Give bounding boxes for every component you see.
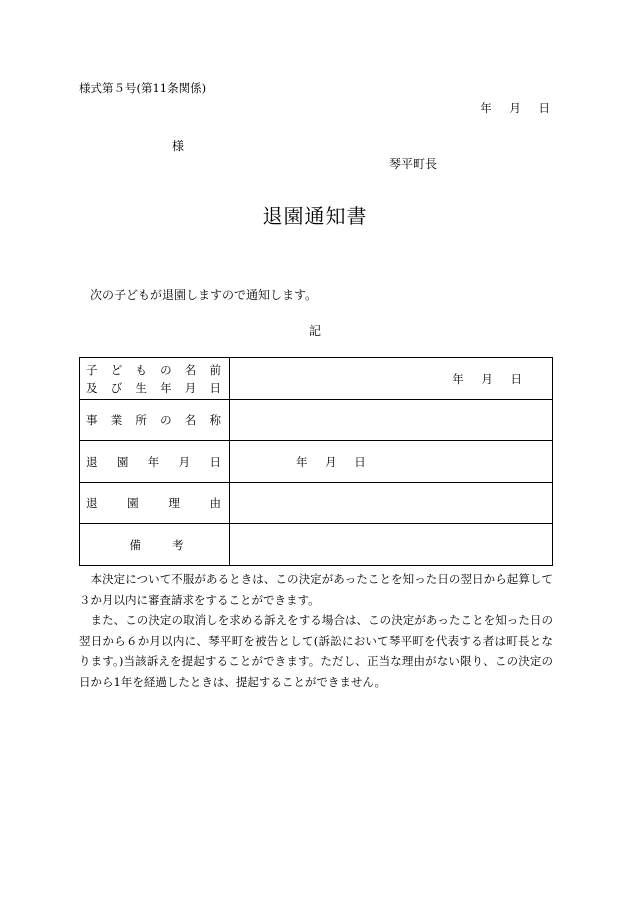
notes-section (79, 569, 553, 692)
withdrawal-date-label (80, 441, 230, 483)
label-line (80, 537, 229, 553)
label-char: 月 (184, 380, 197, 395)
label-char: 所 (135, 413, 147, 427)
child-name-birth-value[interactable] (230, 358, 553, 400)
label-line-1 (80, 361, 229, 379)
child-name-birth-label (80, 358, 230, 400)
label-char: 退 (86, 496, 98, 510)
table-row (80, 441, 553, 483)
issue-date: 年 月 日 (480, 101, 550, 115)
remarks-label (80, 524, 230, 566)
label-char: 月 (178, 454, 191, 469)
appeal-notice: 本決定について不服があるときは、この決定があったことを知った日の翌日から起算して３か月以内に審査請求をすることができます。 (79, 572, 553, 607)
label-char: 備 (129, 537, 141, 552)
birth-date-placeholder: 年 月 日 (452, 371, 522, 386)
label-char: び (110, 380, 123, 395)
label-char: 生 (135, 380, 147, 395)
label-char: 日 (209, 380, 221, 395)
withdrawal-reason-label (80, 483, 230, 524)
label-char: 年 (160, 380, 172, 395)
label-char: 考 (172, 537, 184, 552)
table-row (80, 358, 553, 400)
label-char: 名 (184, 362, 197, 377)
label-line (80, 411, 229, 429)
remarks-value[interactable] (230, 524, 553, 566)
withdrawal-reason-value[interactable] (230, 483, 553, 524)
notice-table (79, 357, 553, 566)
addressee-suffix: 様 (172, 139, 185, 153)
label-char: 園 (127, 496, 139, 510)
withdrawal-date-value[interactable] (230, 441, 553, 483)
form-number: 様式第５号(第11条関係) (79, 81, 207, 95)
label-char: 名 (184, 413, 197, 427)
table-row (80, 400, 553, 441)
label-char: 子 (86, 362, 98, 377)
lawsuit-notice: また、この決定の取消しを求める訴えをする場合は、この決定があったことを知った日の翌日から６か月以内に、琴平町を被告として(訴訟において琴平町を代表する者は町長となります。)当該訴えを提起することができます。ただし、正当な理由がない限り、この決定の日から1年を経過したときは、提起することができません。 (79, 613, 553, 689)
label-char: も (135, 362, 147, 377)
label-line-2 (80, 379, 229, 397)
label-char: 年 (147, 454, 160, 469)
label-char: の (160, 362, 172, 377)
label-char: 及 (86, 380, 98, 395)
label-char: 理 (168, 496, 180, 510)
label-char: 由 (209, 496, 221, 510)
facility-name-value[interactable] (230, 400, 553, 441)
table-row (80, 524, 553, 566)
label-char: 事 (86, 413, 98, 427)
label-char: 称 (209, 413, 221, 427)
table-row (80, 483, 553, 524)
label-line (80, 453, 229, 471)
label-char: 前 (209, 362, 221, 377)
label-char: 日 (209, 454, 221, 469)
label-char: 退 (86, 454, 98, 469)
label-char: 園 (116, 454, 129, 469)
label-char: ど (110, 362, 123, 377)
label-char: 業 (110, 413, 123, 427)
facility-name-label (80, 400, 230, 441)
intro-text: 次の子どもが退園しますので通知します。 (90, 288, 318, 302)
label-line (80, 494, 229, 512)
issuer-name: 琴平町長 (389, 157, 438, 171)
withdrawal-date-placeholder: 年 月 日 (296, 454, 366, 469)
label-char: の (160, 413, 172, 427)
document-title: 退園通知書 (262, 204, 368, 228)
ki-mark: 記 (308, 324, 321, 338)
